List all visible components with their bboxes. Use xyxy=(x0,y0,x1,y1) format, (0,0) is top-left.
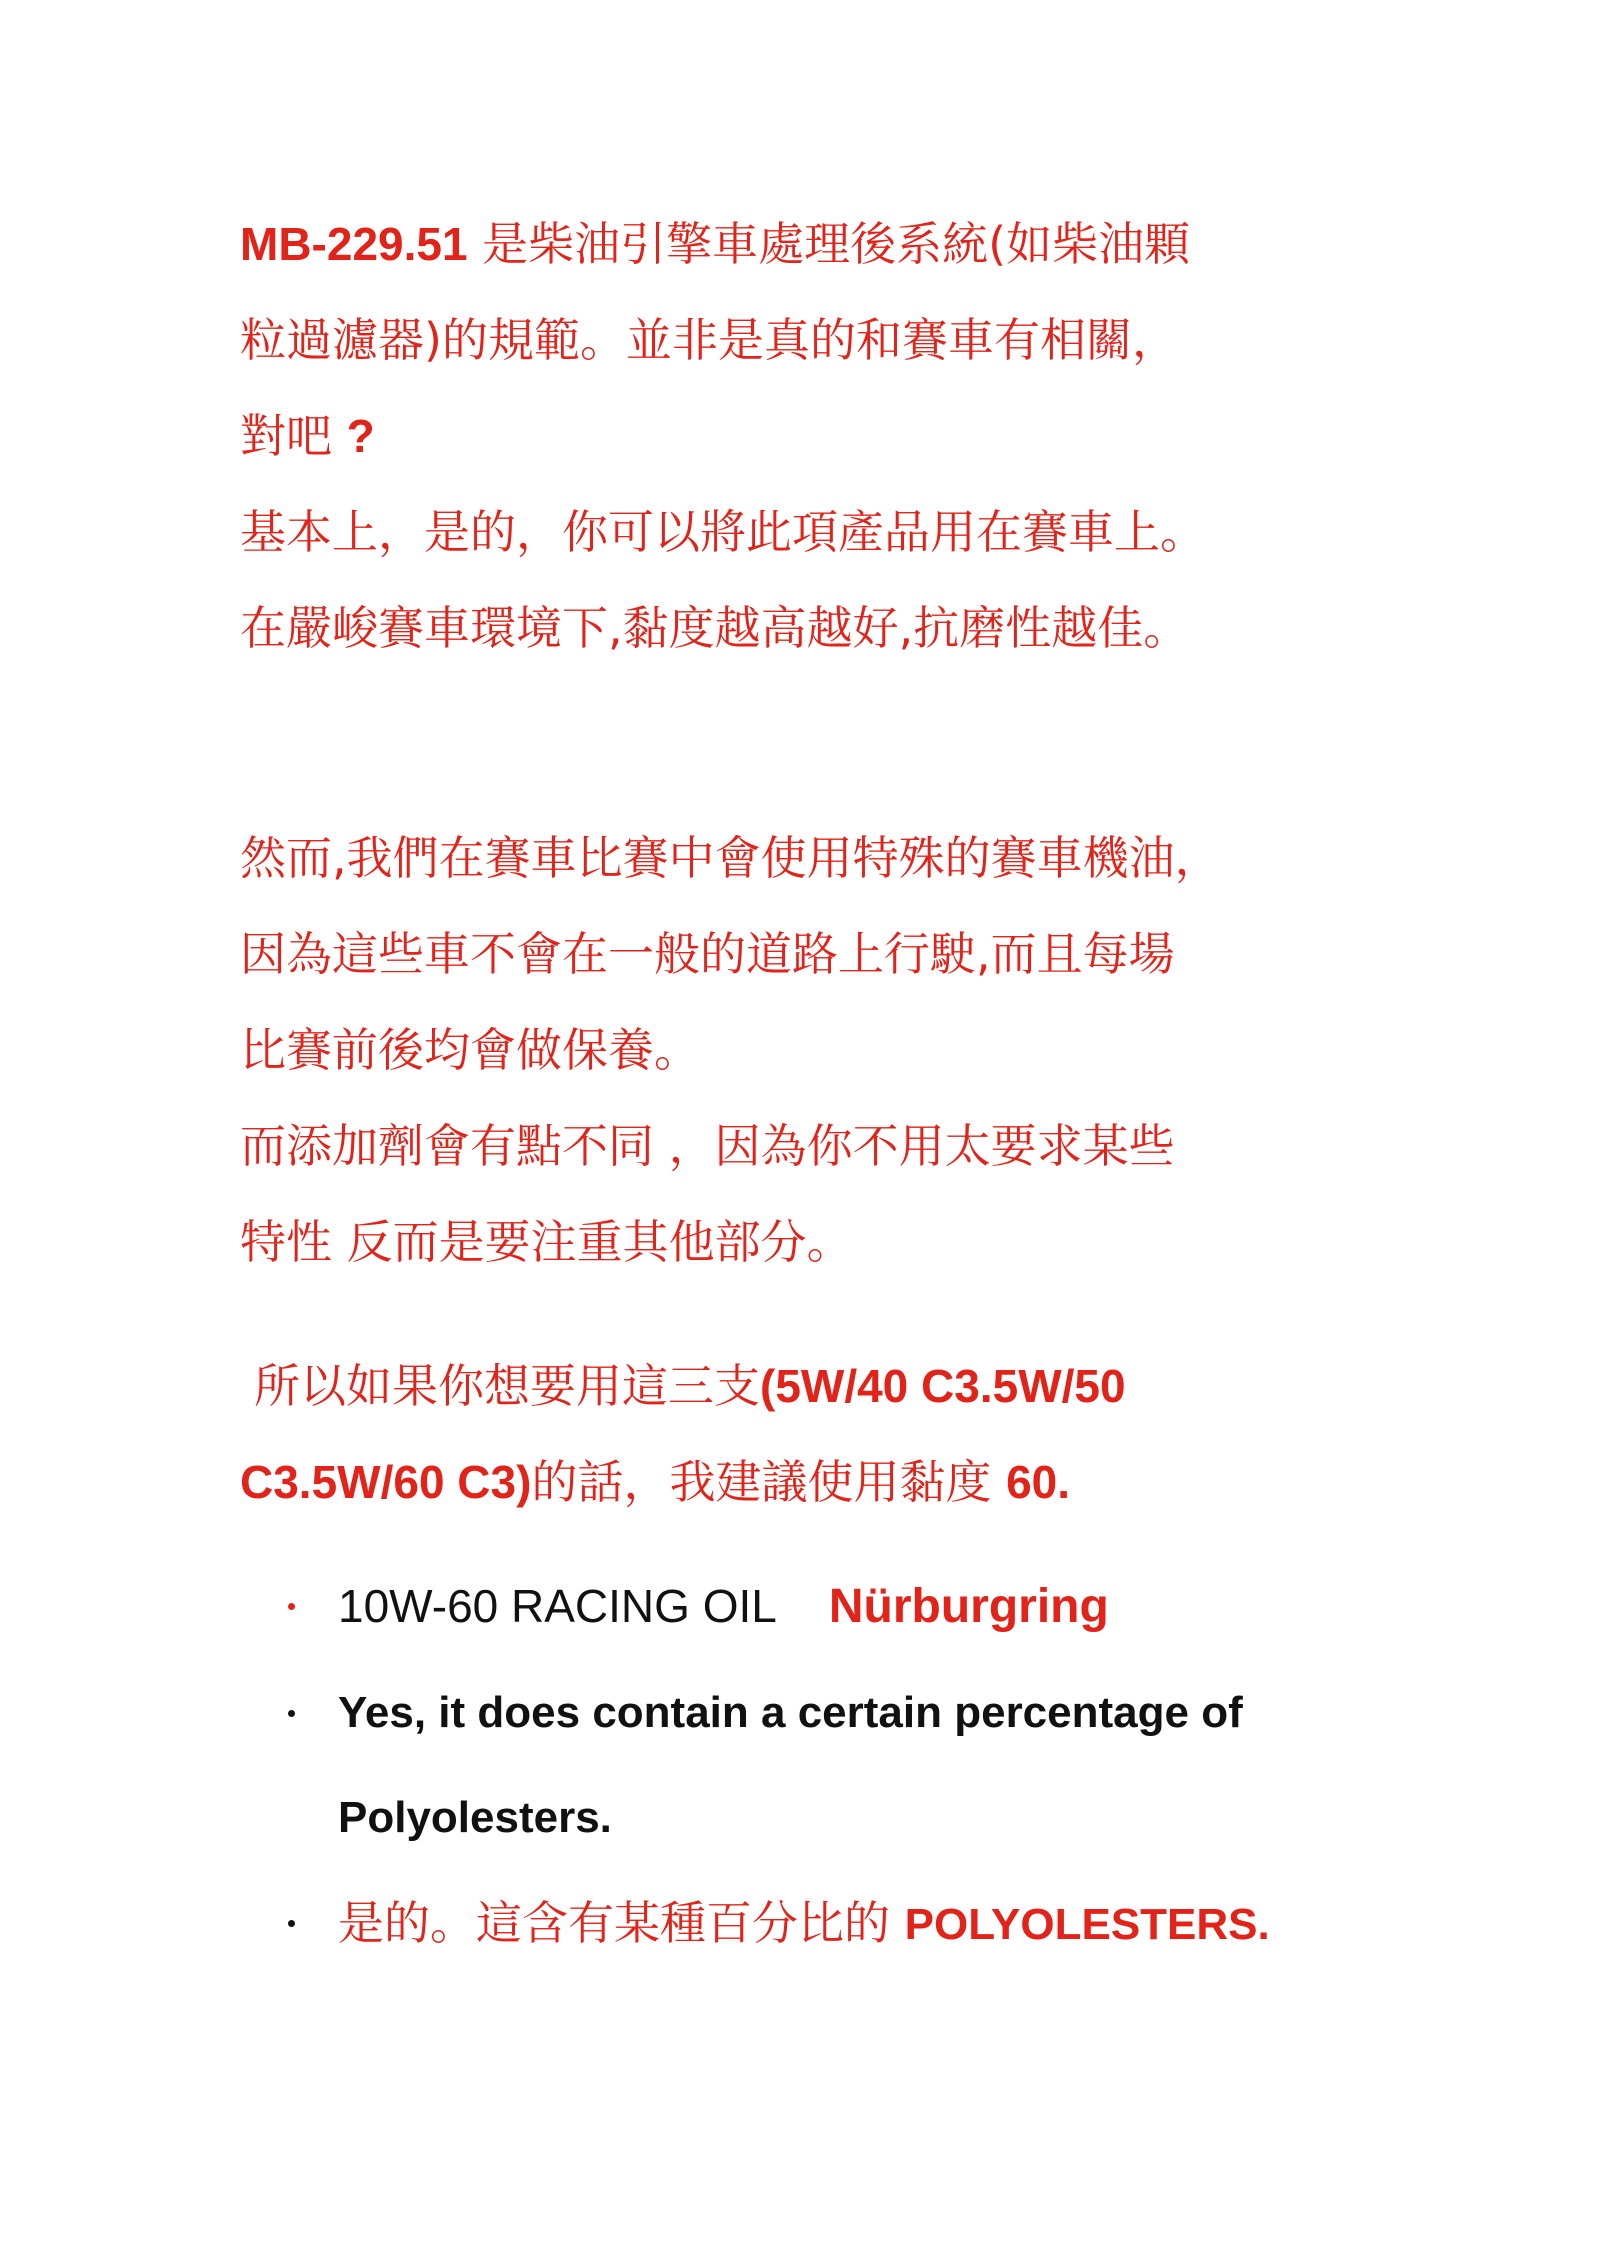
text-span: Yes, it does contain a certain percentage of xyxy=(338,1688,1243,1737)
text-line: 特性 反而是要注重其他部分。 xyxy=(240,1215,853,1269)
text-span: 是的。這含有某種百分比的 xyxy=(338,1896,905,1950)
product-grades: C3.5W/60 C3) xyxy=(240,1456,532,1508)
text-span: 所以如果你想要用這三支 xyxy=(254,1359,760,1413)
text-line: 基本上，是的，你可以將此項產品用在賽車上。 xyxy=(240,505,1206,559)
text-span: POLYOLESTERS. xyxy=(904,1900,1270,1949)
text-line: 而添加劑會有點不同 ，因為你不用太要求某些 xyxy=(240,1119,1175,1173)
list-item-continuation xyxy=(270,1770,1470,1875)
spec-code: MB-229.51 xyxy=(240,218,468,270)
text-span: 是柴油引擎車處理後系統(如柴油顆 xyxy=(467,217,1191,271)
product-edition: Nürburgring xyxy=(828,1580,1109,1633)
text-line: 然而,我們在賽車比賽中會使用特殊的賽車機油， xyxy=(240,831,1221,885)
text-line: 比賽前後均會做保養。 xyxy=(240,1023,700,1077)
paragraph-spec-question xyxy=(240,196,1440,676)
bullet-icon xyxy=(288,1920,295,1927)
text-line xyxy=(240,388,1440,484)
list-item xyxy=(270,1875,1470,1982)
list-item xyxy=(270,1558,1470,1665)
product-name: 10W-60 RACING OIL xyxy=(338,1580,777,1632)
text-line: 因為這些車不會在一般的道路上行駛,而且每場 xyxy=(240,927,1175,981)
text-span: 對吧 xyxy=(240,409,347,463)
text-line xyxy=(240,1338,1440,1434)
paragraph-racing-oil xyxy=(240,810,1440,1290)
question-mark: ? xyxy=(346,410,375,462)
viscosity-value: 60. xyxy=(1006,1456,1071,1508)
text-span: 的話，我建議使用黏度 xyxy=(531,1455,1007,1509)
bullet-icon xyxy=(288,1603,295,1610)
product-grades: (5W/40 C3.5W/50 xyxy=(760,1360,1126,1412)
text-line xyxy=(240,1434,1440,1530)
text-line: 在嚴峻賽車環境下,黏度越高越好,抗磨性越佳。 xyxy=(240,601,1190,655)
bullet-list xyxy=(270,1558,1470,1982)
text-line: 粒過濾器)的規範。並非是真的和賽車有相關， xyxy=(240,313,1178,367)
bullet-icon xyxy=(288,1710,295,1717)
text-span: Polyolesters. xyxy=(338,1793,612,1842)
text-line xyxy=(240,196,1440,292)
list-item xyxy=(270,1665,1470,1770)
paragraph-recommendation xyxy=(240,1338,1440,1530)
